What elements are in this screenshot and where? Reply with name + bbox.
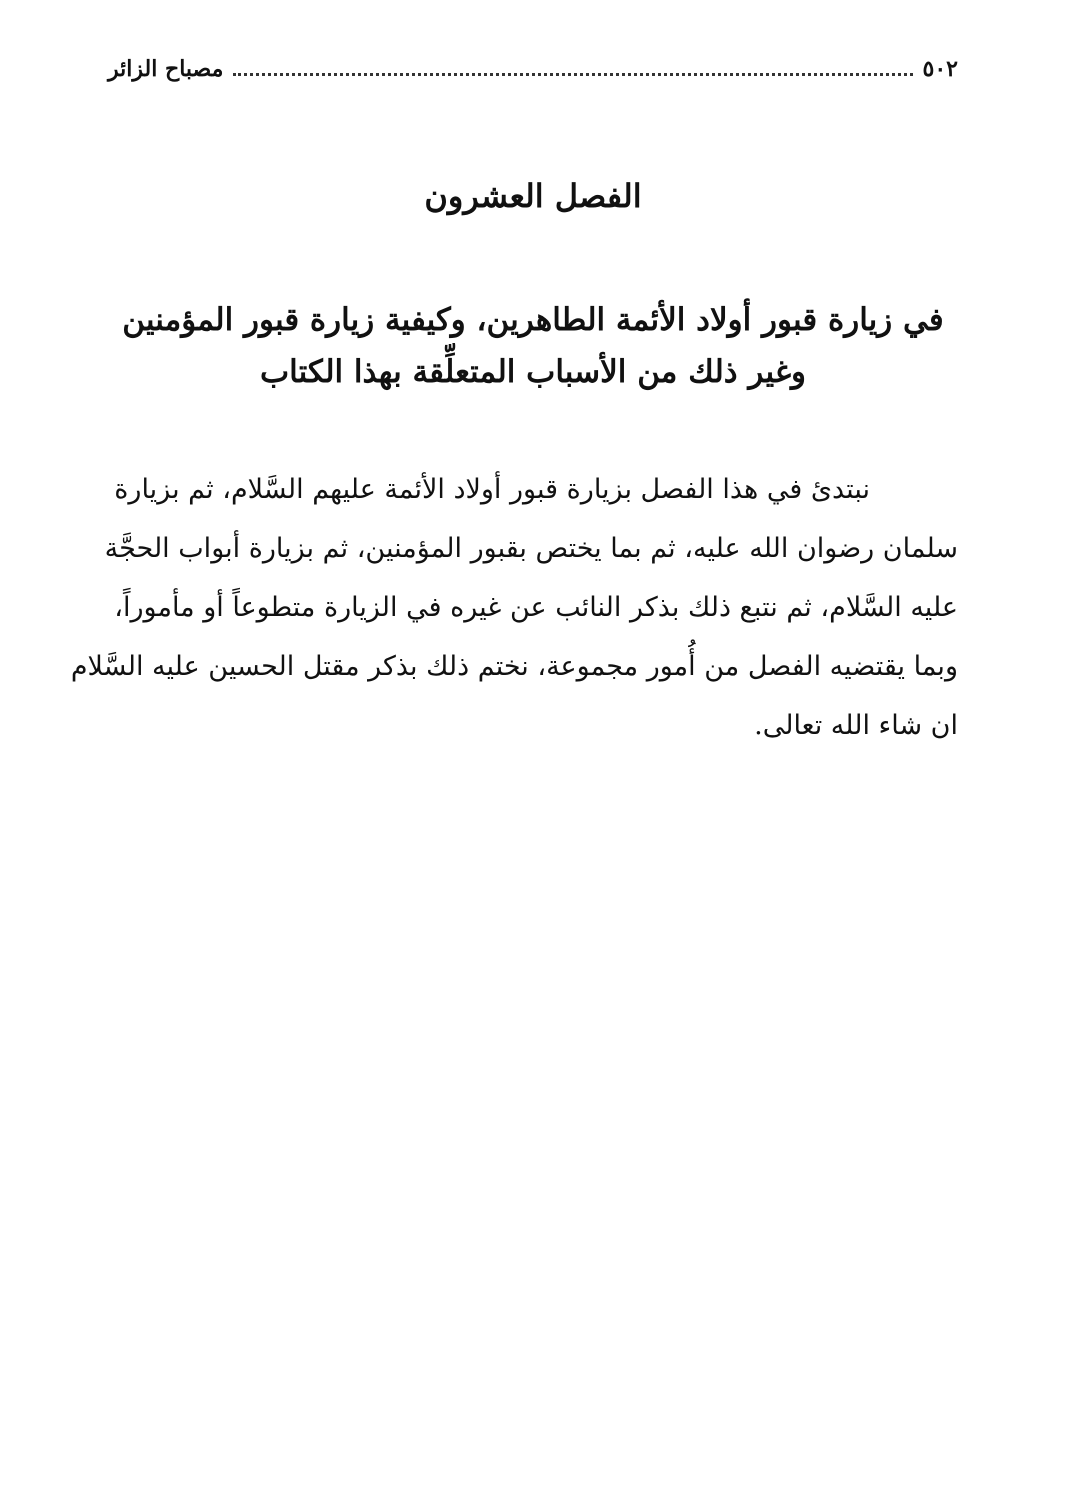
paragraph-line: وبما يقتضيه الفصل من أُمور مجموعة، نختم ذلك بذكر مقتل الحسين عليه السَّلام bbox=[70, 651, 958, 682]
paragraph-line: عليه السَّلام، ثم نتبع ذلك بذكر النائب عن غيره في الزيارة متطوعاً أو مأموراً، bbox=[114, 592, 958, 623]
chapter-subtitle-line: وغير ذلك من الأسباب المتعلِّقة بهذا الكتاب bbox=[259, 354, 807, 390]
chapter-subtitle-line: في زيارة قبور أولاد الأئمة الطاهرين، وكيفية زيارة قبور المؤمنين bbox=[122, 302, 944, 338]
page-number: ٥٠٢ bbox=[922, 56, 958, 82]
running-book-title: مصباح الزائر bbox=[108, 56, 224, 82]
paragraph-line: سلمان رضوان الله عليه، ثم بما يختص بقبور المؤمنين، ثم بزيارة أبواب الحجَّة bbox=[104, 533, 958, 564]
paragraph-line: نبتدئ في هذا الفصل بزيارة قبور أولاد الأئمة عليهم السَّلام، ثم بزيارة bbox=[114, 474, 870, 505]
body-paragraph bbox=[70, 460, 958, 755]
running-header bbox=[108, 40, 958, 84]
chapter-subtitle bbox=[108, 294, 958, 398]
chapter-heading: الفصل العشرون bbox=[424, 177, 642, 215]
paragraph-line: ان شاء الله تعالى. bbox=[754, 710, 958, 741]
leader-dots bbox=[233, 72, 912, 76]
